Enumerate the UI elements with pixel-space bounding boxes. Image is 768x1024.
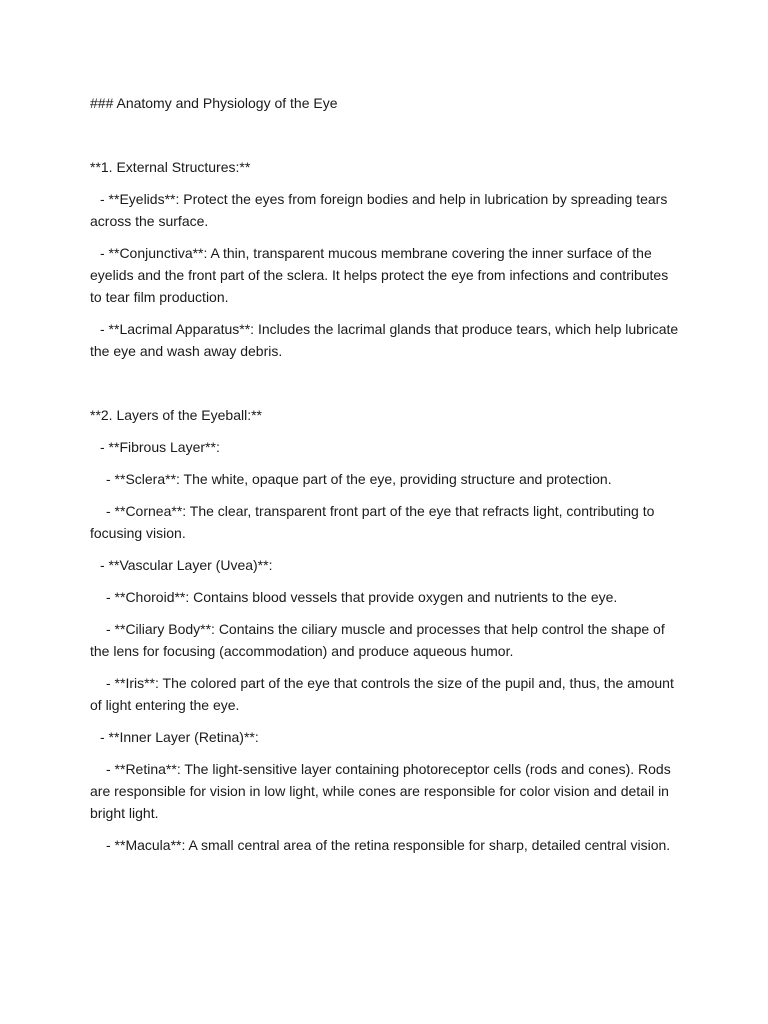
paragraph-lacrimal-apparatus: - **Lacrimal Apparatus**: Includes the lacrimal glands that produce tears, which help lubricate the eye and wash away debris. <box>90 321 679 359</box>
section-title-layers-of-eyeball: **2. Layers of the Eyeball:** <box>90 407 262 423</box>
paragraph-ciliary-body: - **Ciliary Body**: Contains the ciliary muscle and processes that help control the shape of the lens for focusing (accommodation) and produce aqueous humor. <box>90 621 665 659</box>
subsection-vascular-layer: - **Vascular Layer (Uvea)**: <box>100 557 273 573</box>
document-heading: ### Anatomy and Physiology of the Eye <box>90 95 338 111</box>
paragraph-choroid: - **Choroid**: Contains blood vessels that provide oxygen and nutrients to the eye. <box>106 589 618 605</box>
paragraph-macula: - **Macula**: A small central area of the retina responsible for sharp, detailed central vision. <box>106 837 671 853</box>
paragraph-eyelids: - **Eyelids**: Protect the eyes from foreign bodies and help in lubrication by spreading tears across the surface. <box>90 191 668 229</box>
paragraph-cornea: - **Cornea**: The clear, transparent front part of the eye that refracts light, contributing to focusing vision. <box>90 503 655 541</box>
document-body <box>90 92 682 866</box>
subsection-fibrous-layer: - **Fibrous Layer**: <box>100 439 220 455</box>
paragraph-sclera: - **Sclera**: The white, opaque part of the eye, providing structure and protection. <box>106 471 612 487</box>
paragraph-conjunctiva: - **Conjunctiva**: A thin, transparent mucous membrane covering the inner surface of the eyelids and the front part of the sclera. It helps protect the eye from infections and contributes to tear film production. <box>90 245 669 305</box>
paragraph-retina: - **Retina**: The light-sensitive layer containing photoreceptor cells (rods and cones). Rods are responsible for vision in low light, while cones are responsible for color vision and detail in bright light. <box>90 761 671 821</box>
section-title-external-structures: **1. External Structures:** <box>90 159 251 175</box>
paragraph-iris: - **Iris**: The colored part of the eye that controls the size of the pupil and, thus, the amount of light entering the eye. <box>90 675 674 713</box>
subsection-inner-layer: - **Inner Layer (Retina)**: <box>100 729 259 745</box>
